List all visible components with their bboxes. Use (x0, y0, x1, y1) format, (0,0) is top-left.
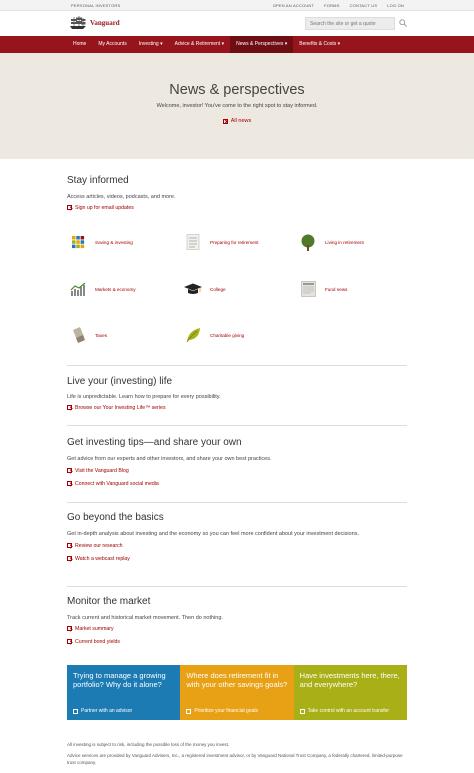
leaf-icon (184, 326, 202, 344)
arrow-box-icon (186, 709, 191, 714)
topic-markets-economy[interactable] (69, 280, 136, 298)
arrow-icon (67, 639, 72, 644)
tips-title: Get investing tips—and share your own (67, 437, 242, 448)
contact-us-link[interactable]: CONTACT US (349, 3, 378, 8)
arrow-icon (223, 119, 228, 124)
topic-label: Charitable giving (210, 332, 245, 338)
live-section (67, 376, 407, 411)
vanguard-blog-link[interactable] (67, 468, 407, 474)
footer-line-1: All investing is subject to risk, including the possible loss of the money you invest. (67, 742, 230, 747)
chart-icon (69, 280, 87, 298)
beyond-title: Go beyond the basics (67, 512, 164, 523)
promo-cta-label: Prioritize your financial goals (194, 708, 258, 714)
utility-bar (0, 0, 474, 11)
email-signup-link[interactable] (67, 205, 407, 211)
tree-icon (299, 233, 317, 251)
open-account-link[interactable]: OPEN AN ACCOUNT (272, 3, 315, 8)
nav-investing[interactable] (133, 36, 169, 53)
stay-informed-section (67, 175, 407, 211)
divider (67, 425, 407, 426)
welcome-text: Welcome, investor! You've come to the right spot to stay informed. (156, 103, 318, 109)
topic-label: Taxes (95, 332, 107, 338)
chevron-down-icon: ▾ (160, 41, 163, 47)
chevron-down-icon: ▾ (337, 41, 341, 47)
promo-cta[interactable] (186, 708, 258, 714)
promo-advisor[interactable] (67, 665, 180, 720)
monitor-section (67, 596, 407, 645)
bond-yields-link[interactable] (67, 639, 407, 645)
all-news-link[interactable] (223, 118, 251, 124)
stamp-icon (69, 326, 87, 344)
nav-investing-label: Investing (138, 41, 159, 47)
topic-living-retirement[interactable] (299, 233, 364, 251)
search-icon (399, 19, 407, 27)
promo-question: Trying to manage a growing portfolio? Why do it alone? (73, 671, 166, 689)
logo-text: Vanguard (90, 19, 120, 27)
vanguard-logo[interactable] (68, 16, 120, 30)
promo-goals[interactable] (180, 665, 293, 720)
promo-question: Have investments here, there, and everywhere? (299, 671, 400, 689)
social-label: Connect with Vanguard social media (75, 480, 159, 487)
research-label: Review our research (75, 542, 123, 549)
nav-benefits-costs[interactable] (293, 36, 346, 53)
topic-label: Living in retirement (325, 239, 364, 245)
beyond-desc: Get in-depth analysis about investing and the economy so you can feel more confident about your investment decisions. (67, 531, 359, 537)
topic-college[interactable] (184, 280, 226, 298)
site-header (0, 11, 474, 36)
divider (67, 502, 407, 503)
promo-question: Where does retirement fit in with your other savings goals? (186, 671, 288, 689)
all-news-label: All news (230, 118, 252, 124)
topic-charitable-giving[interactable] (184, 326, 244, 344)
divider (67, 586, 407, 587)
blog-label: Visit the Vanguard Blog (75, 467, 129, 474)
topic-preparing-retirement[interactable] (184, 233, 259, 251)
topic-label: Preparing for retirement (210, 239, 259, 245)
stay-informed-desc: Access articles, videos, podcasts, and more. (67, 194, 176, 200)
utility-links (273, 3, 404, 8)
nav-my-accounts[interactable] (92, 36, 132, 53)
checklist-icon (184, 233, 202, 251)
divider (67, 365, 407, 366)
arrow-icon (67, 468, 72, 473)
chevron-down-icon: ▾ (284, 41, 288, 47)
topic-taxes[interactable] (69, 326, 107, 344)
footer-disclaimer (67, 741, 407, 766)
promo-cta[interactable] (73, 708, 132, 714)
page-title: News & perspectives (169, 82, 305, 98)
personal-investors-label[interactable]: PERSONAL INVESTORS (71, 3, 121, 8)
arrow-icon (67, 405, 72, 410)
nav-news-perspectives[interactable] (230, 36, 293, 53)
arrow-icon (67, 556, 72, 561)
blocks-icon (69, 233, 87, 251)
promo-cta-label: Take control with an account transfer (307, 708, 390, 714)
market-summary-link[interactable] (67, 626, 407, 632)
topic-fund-news[interactable] (299, 280, 347, 298)
newspaper-icon (299, 280, 317, 298)
nav-benefits-label: Benefits & Costs (299, 41, 337, 47)
arrow-icon (67, 626, 72, 631)
promo-transfer[interactable] (294, 665, 407, 720)
hero-banner (0, 53, 474, 159)
arrow-icon (67, 543, 72, 548)
tips-desc: Get advice from our experts and other investors, and share your own best practices. (67, 456, 272, 462)
promo-cta[interactable] (300, 708, 389, 714)
topic-label: Fund news (325, 286, 348, 292)
grad-cap-icon (184, 280, 202, 298)
investing-life-label: Browse our Your Investing Life™ series (75, 404, 166, 411)
forms-link[interactable]: FORMS (324, 3, 340, 8)
webcast-link[interactable] (67, 556, 407, 562)
search-input[interactable]: Search the site or get a quote (305, 17, 395, 30)
arrow-box-icon (73, 709, 78, 714)
nav-my-accounts-label: My Accounts (98, 41, 127, 47)
topic-label: College (210, 286, 226, 292)
main-nav (0, 36, 474, 53)
tips-section (67, 437, 407, 487)
nav-advice-retirement[interactable] (169, 36, 230, 53)
nav-home-label: Home (73, 41, 87, 47)
stay-informed-title: Stay informed (67, 175, 129, 186)
arrow-box-icon (300, 709, 305, 714)
market-summary-label: Market summary (75, 625, 114, 632)
email-signup-label: Sign up for email updates (75, 204, 134, 211)
monitor-desc: Track current and historical market movement. Then do nothing. (67, 615, 223, 621)
monitor-title: Monitor the market (67, 596, 151, 607)
topic-label: Saving & investing (95, 239, 133, 245)
topic-label: Markets & economy (95, 286, 136, 292)
ship-logo-icon (68, 16, 88, 30)
webcast-label: Watch a webcast replay (75, 555, 130, 562)
nav-advice-label: Advice & Retirement (174, 41, 221, 47)
bond-yields-label: Current bond yields (75, 638, 120, 645)
promo-row (67, 665, 407, 720)
live-title: Live your (investing) life (67, 376, 173, 387)
arrow-icon (67, 481, 72, 486)
research-link[interactable] (67, 543, 407, 549)
investing-life-link[interactable] (67, 405, 407, 411)
live-desc: Life is unpredictable. Learn how to prepare for every possibility. (67, 394, 221, 400)
arrow-icon (67, 205, 72, 210)
footer-line-2: Advice services are provided by Vanguard Advisers, Inc., a registered investment advisor, or by Vanguard National Trust Company, a federally chartered, limited-purpose trust company. (67, 753, 403, 765)
chevron-down-icon: ▾ (221, 41, 225, 47)
nav-news-label: News & Perspectives (236, 41, 284, 47)
log-on-link[interactable]: LOG ON (387, 3, 404, 8)
topic-saving-investing[interactable] (69, 233, 133, 251)
beyond-section (67, 512, 407, 562)
promo-cta-label: Partner with an advisor (81, 708, 133, 714)
social-media-link[interactable] (67, 481, 407, 487)
search-button[interactable] (397, 17, 409, 29)
nav-home[interactable] (67, 36, 92, 53)
